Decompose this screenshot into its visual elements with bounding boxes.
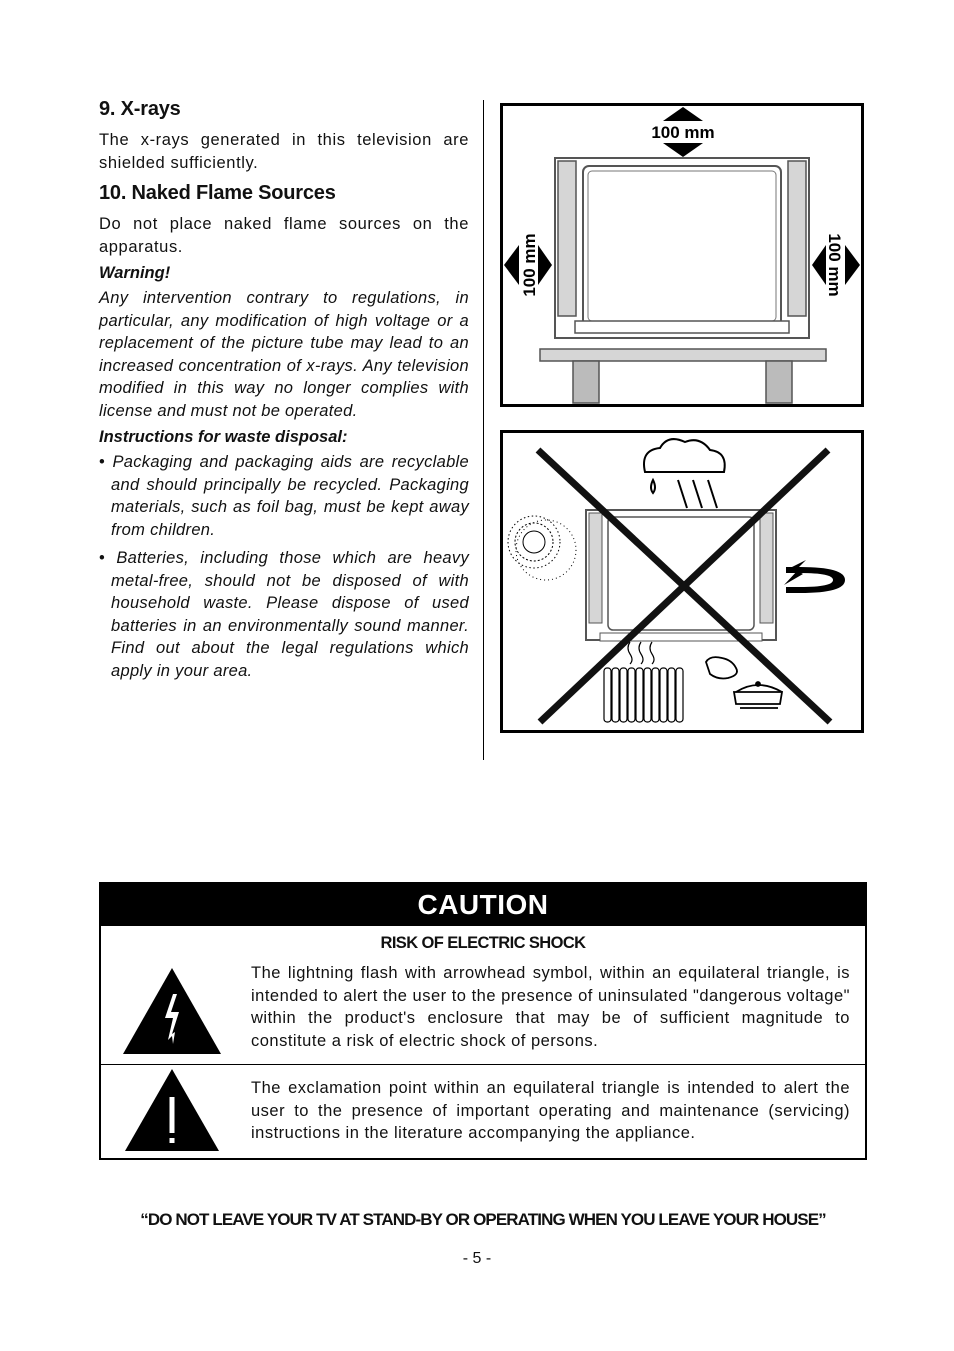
exclamation-warning-row — [101, 1065, 865, 1160]
section-10-body: Do not place naked flame sources on the apparatus. — [99, 215, 469, 256]
tv-icon — [555, 158, 809, 338]
caution-box — [99, 882, 867, 1160]
exclamation-warning-text: The exclamation point within an equilateral triangle is intended to alert the user to the presence of important operating and maintenance (servicing) instructions in the literature accompanying the appliance. — [251, 1079, 850, 1142]
caution-title: CAUTION — [101, 884, 865, 926]
waste-disposal-list — [99, 451, 469, 682]
section-9-body: The x-rays generated in this television are shielded sufficiently. — [99, 131, 469, 172]
warning-heading: Warning! — [99, 264, 171, 282]
right-clearance-label: 100 mm — [825, 233, 844, 297]
waste-disposal-heading: Instructions for waste disposal: — [99, 428, 348, 446]
warning-body: Any intervention contrary to regulations, in particular, any modification of high voltage or a replacement of the picture tube may lead to an increased concentration of x-rays. Any television modified in this way no longer complies with license and must not be operated. — [99, 289, 469, 420]
left-column — [99, 98, 469, 688]
lightning-warning-row — [101, 926, 865, 1065]
prohibited-conditions-diagram — [500, 430, 864, 733]
column-divider — [483, 100, 484, 760]
page-number: - 5 - — [462, 1250, 492, 1267]
top-clearance-label: 100 mm — [651, 123, 715, 142]
clearance-diagram — [500, 103, 864, 407]
left-clearance-label: 100 mm — [520, 233, 539, 297]
exclamation-triangle-icon — [123, 1067, 221, 1153]
lightning-warning-text: The lightning flash with arrowhead symbol, within an equilateral triangle, is intended to alert the user to the presence of uninsulated "dangerous voltage" within the product's enclosure that may be of sufficient magnitude to constitute a risk of electric shock of persons. — [251, 964, 850, 1050]
caution-subtitle: RISK OF ELECTRIC SHOCK — [380, 934, 586, 952]
standby-warning-quote: “DO NOT LEAVE YOUR TV AT STAND-BY OR OPERATING WHEN YOU LEAVE YOUR HOUSE” — [140, 1210, 826, 1229]
list-item: • Packaging and packaging aids are recyclable and should principally be recycled. Packaging materials, such as foil bag, must be kept away from children. — [99, 453, 469, 539]
lightning-triangle-icon — [121, 966, 223, 1056]
section-10-heading: 10. Naked Flame Sources — [99, 182, 336, 204]
section-9-heading: 9. X-rays — [99, 98, 181, 120]
list-item: • Batteries, including those which are heavy metal-free, should not be disposed of with household waste. Please dispose of used batteries in an environmentally sound manner. Find out about the legal regulations which apply in your area. — [99, 549, 469, 680]
